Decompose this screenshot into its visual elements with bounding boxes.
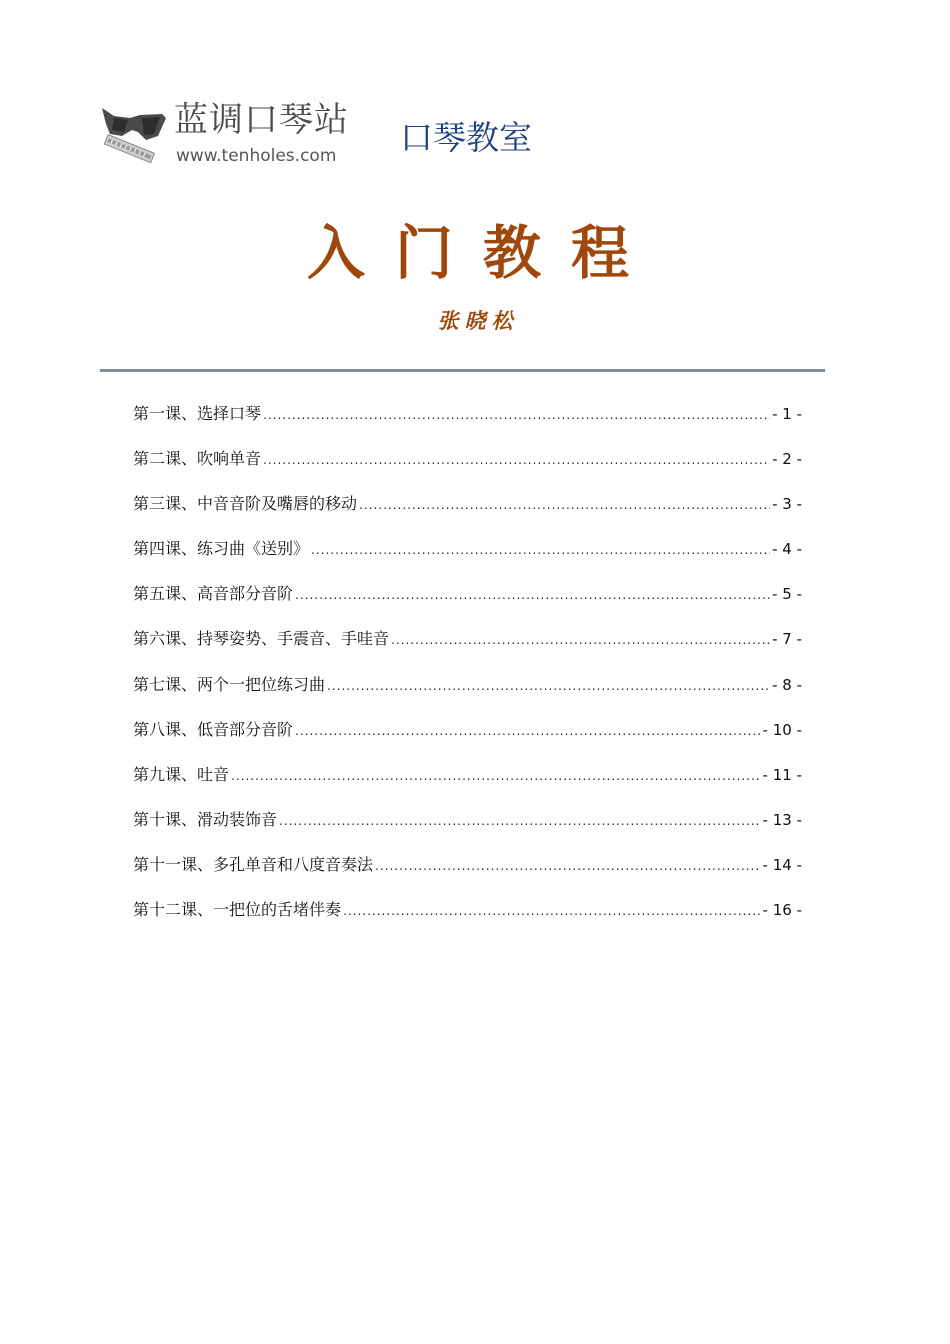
toc-entry-title: 第四课、练习曲《送别》 bbox=[133, 539, 310, 559]
toc-page-number: - 1 - bbox=[772, 405, 802, 423]
toc-dot-leader bbox=[279, 809, 761, 833]
toc-entry[interactable] bbox=[133, 673, 802, 718]
page-title: 入门教程 bbox=[306, 219, 659, 287]
toc-page-number: - 16 - bbox=[762, 901, 802, 920]
toc-dot-leader bbox=[295, 719, 761, 743]
toc-entry-title: 第十课、滑动装饰音 bbox=[133, 809, 278, 829]
toc-entry-title: 第六课、持琴姿势、手震音、手哇音 bbox=[133, 629, 390, 649]
toc-entry-title: 第三课、中音音阶及嘴唇的移动 bbox=[133, 494, 358, 514]
toc-dot-leader bbox=[231, 764, 761, 788]
toc-page-number: - 3 - bbox=[772, 495, 802, 514]
toc-entry[interactable] bbox=[133, 808, 802, 853]
toc-page-number: - 14 - bbox=[762, 855, 802, 874]
toc-entry-title: 第七课、两个一把位练习曲 bbox=[133, 674, 326, 694]
toc-entry[interactable] bbox=[133, 627, 802, 672]
toc-dot-leader bbox=[375, 854, 761, 878]
toc-dot-leader bbox=[343, 899, 761, 923]
site-logo-title: 蓝调口琴站 bbox=[174, 100, 349, 140]
toc-dot-leader bbox=[391, 628, 770, 652]
toc-dot-leader bbox=[263, 448, 770, 472]
toc-page-number: - 4 - bbox=[772, 540, 802, 559]
site-url: www.tenholes.com bbox=[176, 146, 337, 166]
toc-page-number: - 13 - bbox=[762, 810, 802, 829]
toc-entry-title: 第十二课、一把位的舌堵伴奏 bbox=[133, 900, 342, 920]
toc-entry-title: 第二课、吹响单音 bbox=[133, 449, 262, 469]
author-name: 张晓松 bbox=[437, 308, 519, 333]
toc-dot-leader bbox=[295, 583, 770, 607]
toc-entry-title: 第十一课、多孔单音和八度音奏法 bbox=[133, 854, 374, 874]
toc-dot-leader bbox=[311, 538, 770, 562]
toc-entry-title: 第八课、低音部分音阶 bbox=[133, 719, 294, 739]
toc-dot-leader bbox=[359, 493, 770, 517]
toc-entry[interactable] bbox=[133, 492, 802, 537]
table-of-contents bbox=[133, 402, 802, 943]
header bbox=[100, 100, 800, 170]
toc-entry[interactable] bbox=[133, 447, 802, 492]
toc-entry-title: 第五课、高音部分音阶 bbox=[133, 584, 294, 604]
toc-page-number: - 11 - bbox=[762, 765, 802, 784]
divider bbox=[100, 369, 825, 372]
toc-entry[interactable] bbox=[133, 402, 802, 447]
toc-entry[interactable] bbox=[133, 853, 802, 898]
toc-entry[interactable] bbox=[133, 537, 802, 582]
toc-page-number: - 8 - bbox=[772, 675, 802, 694]
toc-page-number: - 2 - bbox=[772, 450, 802, 469]
toc-entry-title: 第一课、选择口琴 bbox=[133, 404, 262, 423]
toc-entry[interactable] bbox=[133, 763, 802, 808]
toc-page-number: - 7 - bbox=[772, 630, 802, 649]
toc-page-number: - 5 - bbox=[772, 585, 802, 604]
toc-dot-leader bbox=[263, 403, 770, 427]
toc-entry[interactable] bbox=[133, 718, 802, 763]
classroom-label: 口琴教室 bbox=[400, 118, 532, 157]
toc-entry-title: 第九课、吐音 bbox=[133, 764, 230, 784]
toc-entry[interactable] bbox=[133, 898, 802, 943]
sunglasses-harmonica-logo-icon bbox=[100, 102, 172, 164]
toc-page-number: - 10 - bbox=[762, 720, 802, 739]
toc-dot-leader bbox=[327, 674, 770, 698]
toc-entry[interactable] bbox=[133, 582, 802, 627]
